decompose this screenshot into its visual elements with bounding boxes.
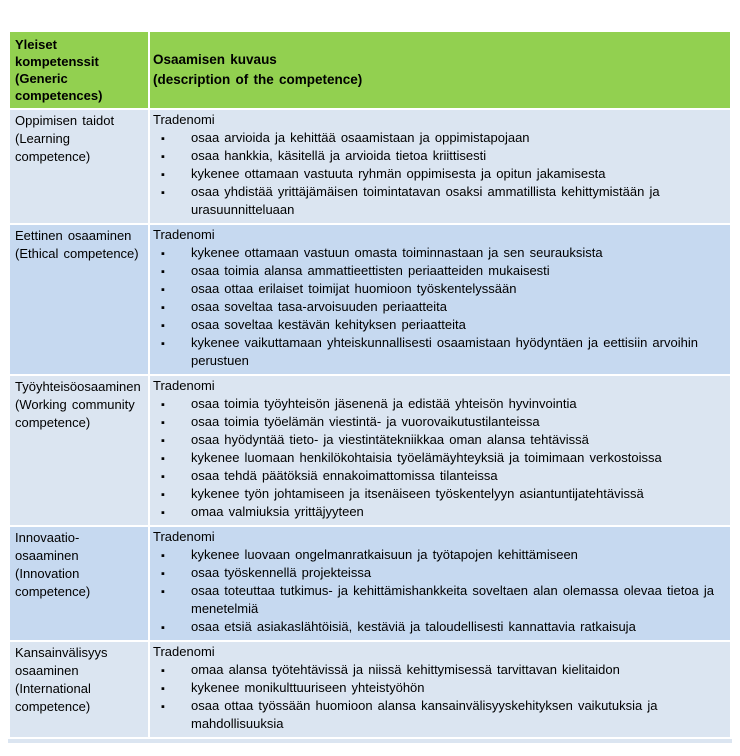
bullet-item (152, 467, 724, 485)
competence-bullet-list (152, 129, 724, 219)
bullet-item (152, 316, 724, 334)
competence-bullet-list (152, 244, 724, 370)
square-bullet-icon (161, 147, 165, 166)
competence-name-cell (9, 109, 149, 224)
competence-description-cell (149, 526, 731, 641)
competence-description-cell (149, 375, 731, 526)
bullet-item (152, 679, 724, 697)
bullet-item (152, 244, 724, 262)
square-bullet-icon (161, 546, 165, 565)
bullet-text: omaa valmiuksia yrittäjyyteen (191, 504, 364, 519)
bullet-item (152, 147, 724, 165)
table-row-innovation-competence (9, 526, 731, 641)
competence-bullet-list (152, 661, 724, 733)
square-bullet-icon (161, 183, 165, 202)
competence-description-cell (149, 224, 731, 375)
bullet-text: osaa ottaa työssään huomioon alansa kansainvälisyyskehityksen vaikutuksia ja mahdollisuuksia (191, 698, 658, 731)
header-description-line1: Osaamisen kuvaus (153, 52, 277, 67)
header-cell-competence (9, 31, 149, 109)
bullet-text: osaa ottaa erilaiset toimijat huomioon työskentelyssään (191, 281, 517, 296)
square-bullet-icon (161, 485, 165, 504)
square-bullet-icon (161, 467, 165, 486)
competence-name: Kansainvälisyys osaaminen (International competence) (15, 645, 108, 714)
bullet-item (152, 503, 724, 521)
bullet-text: osaa toimia työyhteisön jäsenenä ja edistää yhteisön hyvinvointia (191, 396, 577, 411)
bullet-item (152, 298, 724, 316)
bullet-text: kykenee monikulttuuriseen yhteistyöhön (191, 680, 425, 695)
square-bullet-icon (161, 165, 165, 184)
square-bullet-icon (161, 697, 165, 716)
header-description-line2: (description of the competence) (153, 72, 363, 87)
square-bullet-icon (161, 503, 165, 522)
bullet-item (152, 618, 724, 636)
bullet-item (152, 697, 724, 733)
table-row-international-competence (9, 641, 731, 738)
bullet-text: osaa hyödyntää tieto- ja viestintätekniikkaa oman alansa tehtävissä (191, 432, 589, 447)
table-row-learning-competence (9, 109, 731, 224)
bullet-item (152, 661, 724, 679)
competences-table-wrapper (8, 30, 732, 743)
bullet-item (152, 449, 724, 467)
bullet-item (152, 262, 724, 280)
competence-name: Oppimisen taidot (Learning competence) (15, 113, 115, 164)
bullet-text: kykenee luomaan henkilökohtaisia työelämäyhteyksiä ja toimimaan verkostoissa (191, 450, 662, 465)
square-bullet-icon (161, 582, 165, 601)
bullet-item (152, 582, 724, 618)
square-bullet-icon (161, 298, 165, 317)
bullet-item (152, 129, 724, 147)
bullet-item (152, 165, 724, 183)
square-bullet-icon (161, 564, 165, 583)
bullet-text: kykenee ottamaan vastuuta ryhmän oppimisesta ja opitun jakamisesta (191, 166, 606, 181)
table-row-ethical-competence (9, 224, 731, 375)
square-bullet-icon (161, 280, 165, 299)
generic-competences-table (8, 30, 732, 739)
degree-label: Tradenomi (153, 529, 215, 544)
degree-label: Tradenomi (153, 644, 215, 659)
square-bullet-icon (161, 262, 165, 281)
bullet-text: osaa tehdä päätöksiä ennakoimattomissa tilanteissa (191, 468, 498, 483)
bullet-item (152, 546, 724, 564)
table-header-row (9, 31, 731, 109)
square-bullet-icon (161, 316, 165, 335)
competence-name-cell (9, 375, 149, 526)
competence-name-cell (9, 224, 149, 375)
bullet-text: osaa yhdistää yrittäjämäisen toimintatavan osaksi ammatillista kehittymistään ja urasuunnitteluaan (191, 184, 660, 217)
competence-name-cell (9, 641, 149, 738)
square-bullet-icon (161, 618, 165, 637)
bullet-item (152, 431, 724, 449)
bullet-text: osaa arvioida ja kehittää osaamistaan ja oppimistapojaan (191, 130, 530, 145)
degree-label: Tradenomi (153, 227, 215, 242)
table-bottom-strip (8, 739, 732, 743)
bullet-text: osaa hankkia, käsitellä ja arvioida tietoa kriittisesti (191, 148, 487, 163)
bullet-text: osaa soveltaa tasa-arvoisuuden periaatteita (191, 299, 447, 314)
bullet-text: kykenee ottamaan vastuun omasta toiminnastaan ja sen seurauksista (191, 245, 603, 260)
bullet-text: kykenee vaikuttamaan yhteiskunnallisesti osaamistaan hyödyntäen ja eettisiin arvoihin perustuen (191, 335, 698, 368)
header-cell-description (149, 31, 731, 109)
bullet-text: osaa toimia työelämän viestintä- ja vuorovaikutustilanteissa (191, 414, 540, 429)
header-competence-label: Yleiset kompetenssit (Generic competences) (15, 37, 103, 103)
bullet-item (152, 564, 724, 582)
degree-label: Tradenomi (153, 112, 215, 127)
table-row-working-community-competence (9, 375, 731, 526)
square-bullet-icon (161, 334, 165, 353)
competence-name: Eettinen osaaminen (Ethical competence) (15, 228, 139, 261)
bullet-text: osaa toimia alansa ammattieettisten periaatteiden mukaisesti (191, 263, 550, 278)
square-bullet-icon (161, 244, 165, 263)
bullet-text: osaa toteuttaa tutkimus- ja kehittämishankkeita soveltaen alan olemassa olevaa tietoa ja menetelmiä (191, 583, 715, 616)
bullet-item (152, 334, 724, 370)
square-bullet-icon (161, 129, 165, 148)
competence-bullet-list (152, 546, 724, 636)
bullet-text: osaa työskennellä projekteissa (191, 565, 372, 580)
bullet-item (152, 395, 724, 413)
bullet-item (152, 413, 724, 431)
competence-name: Innovaatio-osaaminen (Innovation competence) (15, 530, 91, 599)
bullet-text: osaa etsiä asiakaslähtöisiä, kestäviä ja taloudellisesti kannattavia ratkaisuja (191, 619, 636, 634)
square-bullet-icon (161, 661, 165, 680)
bullet-text: osaa soveltaa kestävän kehityksen periaatteita (191, 317, 466, 332)
square-bullet-icon (161, 679, 165, 698)
competence-name: Työyhteisöosaaminen (Working community competence) (15, 379, 141, 430)
square-bullet-icon (161, 431, 165, 450)
square-bullet-icon (161, 413, 165, 432)
degree-label: Tradenomi (153, 378, 215, 393)
competence-name-cell (9, 526, 149, 641)
bullet-item (152, 485, 724, 503)
bullet-text: omaa alansa työtehtävissä ja niissä kehittymisessä tarvittavan kielitaidon (191, 662, 620, 677)
square-bullet-icon (161, 395, 165, 414)
bullet-text: kykenee luovaan ongelmanratkaisuun ja työtapojen kehittämiseen (191, 547, 578, 562)
competence-description-cell (149, 641, 731, 738)
bullet-item (152, 280, 724, 298)
bullet-text: kykenee työn johtamiseen ja itsenäiseen työskentelyyn asiantuntijatehtävissä (191, 486, 644, 501)
square-bullet-icon (161, 449, 165, 468)
competence-description-cell (149, 109, 731, 224)
bullet-item (152, 183, 724, 219)
competence-bullet-list (152, 395, 724, 521)
